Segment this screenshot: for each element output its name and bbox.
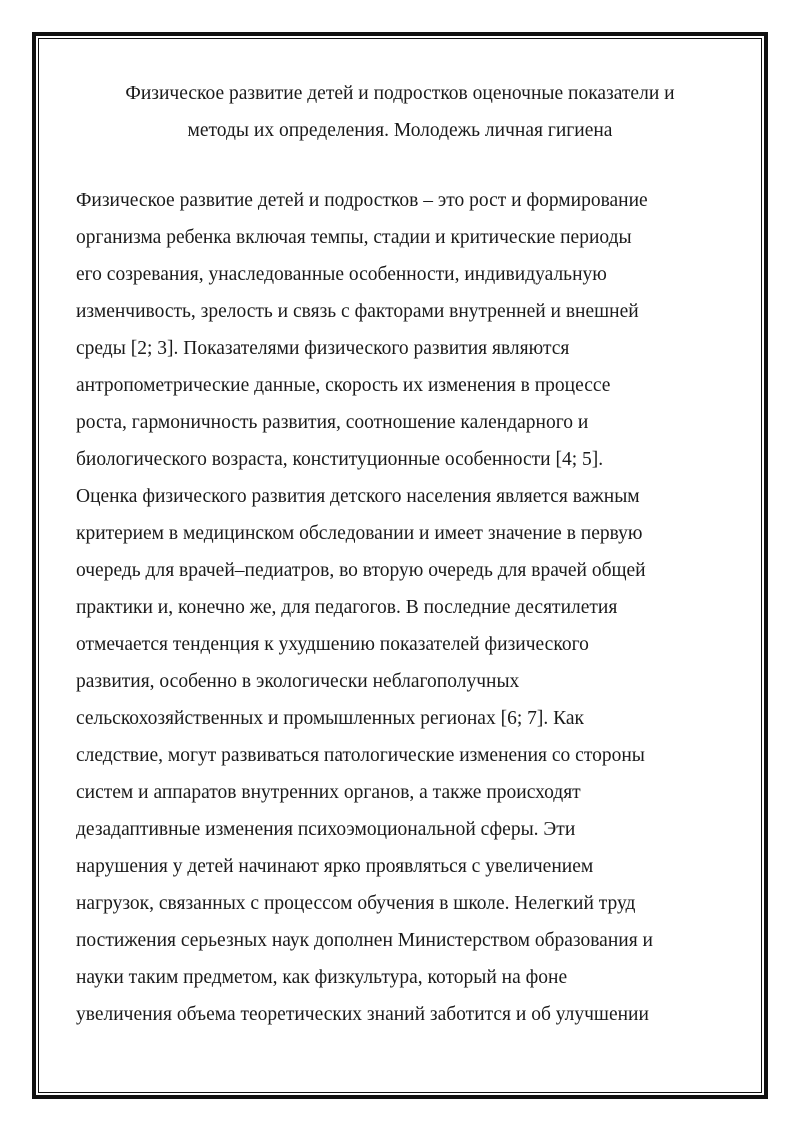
body-line: нарушения у детей начинают ярко проявляться с увеличением bbox=[76, 856, 594, 877]
body-line: увеличения объема теоретических знаний заботится и об улучшении bbox=[76, 1004, 649, 1025]
document-title bbox=[60, 75, 740, 149]
body-line: очередь для врачей–педиатров, во вторую очередь для врачей общей bbox=[76, 560, 646, 581]
title-line: методы их определения. Молодежь личная гигиена bbox=[187, 120, 613, 141]
body-line: дезадаптивные изменения психоэмоциональной сферы. Эти bbox=[76, 819, 576, 840]
body-line: критерием в медицинском обследовании и имеет значение в первую bbox=[76, 523, 643, 544]
body-line: его созревания, унаследованные особенности, индивидуальную bbox=[76, 264, 607, 285]
body-line: следствие, могут развиваться патологические изменения со стороны bbox=[76, 745, 645, 766]
body-line: антропометрические данные, скорость их изменения в процессе bbox=[76, 375, 611, 396]
body-line: роста, гармоничность развития, соотношение календарного и bbox=[76, 412, 589, 433]
document-body bbox=[76, 182, 736, 1033]
body-line: изменчивость, зрелость и связь с факторами внутренней и внешней bbox=[76, 301, 639, 322]
body-line: нагрузок, связанных с процессом обучения в школе. Нелегкий труд bbox=[76, 893, 636, 914]
body-line: сельскохозяйственных и промышленных регионах [6; 7]. Как bbox=[76, 708, 584, 729]
body-line: биологического возраста, конституционные особенности [4; 5]. bbox=[76, 449, 604, 470]
body-line: систем и аппаратов внутренних органов, а также происходят bbox=[76, 782, 581, 803]
body-line: отмечается тенденция к ухудшению показателей физического bbox=[76, 634, 589, 655]
body-line: организма ребенка включая темпы, стадии и критические периоды bbox=[76, 227, 632, 248]
body-line: науки таким предметом, как физкультура, который на фоне bbox=[76, 967, 568, 988]
body-line: Физическое развитие детей и подростков – это рост и формирование bbox=[76, 190, 648, 211]
body-line: постижения серьезных наук дополнен Министерством образования и bbox=[76, 930, 653, 951]
body-line: развития, особенно в экологически неблагополучных bbox=[76, 671, 520, 692]
body-line: практики и, конечно же, для педагогов. В последние десятилетия bbox=[76, 597, 618, 618]
body-line: среды [2; 3]. Показателями физического развития являются bbox=[76, 338, 570, 359]
body-line: Оценка физического развития детского населения является важным bbox=[76, 486, 640, 507]
title-line: Физическое развитие детей и подростков оценочные показатели и bbox=[125, 83, 675, 104]
